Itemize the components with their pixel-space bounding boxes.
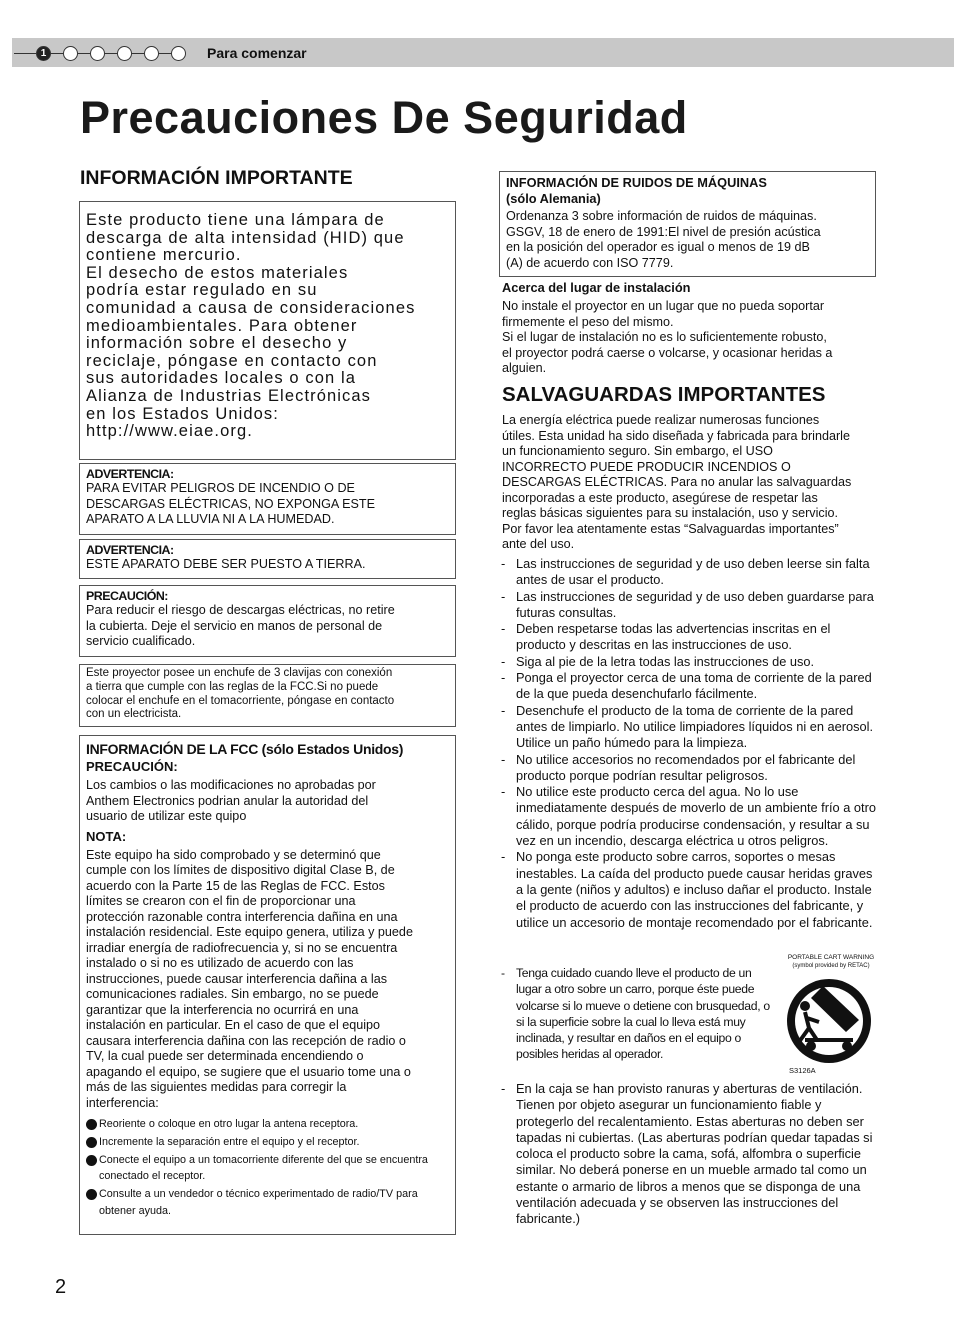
text-line: Este equipo ha sido comprobado y se determinó que <box>86 847 381 862</box>
text-line: Este producto tiene una lámpara de <box>86 211 385 229</box>
plug-text <box>86 667 455 722</box>
nota-text <box>86 848 455 1112</box>
warning-rain-box <box>79 463 456 535</box>
noise-heading: INFORMACIÓN DE RUIDOS DE MÁQUINAS <box>506 175 767 190</box>
text-line: ante del uso. <box>502 537 575 551</box>
safeguard-item: - Desenchufe el producto de la toma de corriente de la pared antes de limpiarlo. No utilice limpiadores líquidos ni en aerosol. Utilice un paño húmedo para la limpieza. <box>500 703 880 752</box>
safeguard-item: - No utilice este producto cerca del agua. No lo use inmediatamente después de moverlo de un ambiente frío a otro cálido, porque podría producirse condensación, y resultar a su vez en un incendio, descarga eléctrica u otros peligros. <box>500 784 880 849</box>
text-line: APARATO A LA LLUVIA NI A LA HUMEDAD. <box>86 512 335 526</box>
text-line: No instale el proyector en un lugar que no pueda soportar <box>502 299 825 313</box>
step-3-circle <box>90 46 105 61</box>
text-line: protección razonable contra interferencia dañina en una <box>86 909 398 924</box>
text-line: Por favor lea atentamente estas “Salvaguardas importantes” <box>502 521 839 536</box>
text-line: útiles. Esta unidad ha sido diseñada y fabricada para brindarle <box>502 428 850 443</box>
text-line: (A) de acuerdo con ISO 7779. <box>506 255 674 270</box>
tipping-cart-icon <box>783 976 879 1066</box>
cart-item-list <box>500 965 778 1063</box>
text-line: a tierra que cumple con las reglas de la FCC.Si no puede <box>86 680 379 693</box>
fcc-heading: INFORMACIÓN DE LA FCC (sólo Estados Unidos) <box>86 741 404 757</box>
important-info-heading: INFORMACIÓN IMPORTANTE <box>80 167 353 189</box>
list-item: - En la caja se han provisto ranuras y aberturas de ventilación. Tienen por objeto asegurar un funcionamiento fiable y protegerlo del recalentamiento. Estas aberturas no deben ser tapadas ni cubiertas. (Las aberturas podrían quedar tapadas si coloca el producto sobre la cama, sofá, alfombra o superficie similar. No deberá ponerse en un mueble armado tal como un estante o armario de libros a menos que se disponga de una ventilación adecuada y se observen las instrucciones del fabricante.) <box>500 1081 882 1228</box>
step-indicator <box>14 45 186 61</box>
text-line: Alianza de Industrias Electrónicas <box>86 386 372 405</box>
text-line: servicio cualificado. <box>86 634 196 648</box>
warning-ground-box <box>79 539 456 579</box>
text-line: contiene mercurio. <box>86 246 242 265</box>
plug-box <box>79 664 456 727</box>
text-line: límites se crearon con el fin de proporcionar una <box>86 894 356 908</box>
text-line: reciclaje, póngase en contacto con <box>86 351 378 370</box>
text-line: información sobre el desecho y <box>86 334 348 353</box>
text-line: instalado o si no es utilizado de acuerdo con las <box>86 956 354 970</box>
text-line: Los cambios o las modificaciones no aprobadas por <box>86 778 376 792</box>
text-line: causara interferencia dañina con las recepción de radio o <box>86 1033 406 1048</box>
text-line: medioambientales. Para obtener <box>86 316 358 335</box>
safeguard-item: - No ponga este producto sobre carros, soportes o mesas inestables. La caída del producto puede causar heridas graves a la gente (niños y adultos) e incluso dañar el producto. Instale el producto de acuerdo con las instrucciones del fabricante, y utilice un accesorio de montaje recomendado por el fabricante. <box>500 849 880 930</box>
text-line: Anthem Electronics podrian anular la autoridad del <box>86 793 369 808</box>
text-line: en los Estados Unidos: <box>86 404 279 423</box>
nota-label: NOTA: <box>86 828 127 844</box>
page-number: 2 <box>55 1276 67 1298</box>
text-line: irradiar energía de radiofrecuencia y, si no se encuentra <box>86 940 398 955</box>
safeguards-intro <box>502 413 882 553</box>
fcc-caution-text <box>86 778 455 825</box>
text-line: descarga de alta intensidad (HID) que <box>86 228 405 247</box>
lamp-mercury-text <box>86 212 455 441</box>
fcc-measure-item: Incremente la separación entre el equipo y el receptor. <box>86 1134 455 1151</box>
text-line: instalación en particular. En el caso de que el equipo <box>86 1018 381 1032</box>
warning-label: ADVERTENCIA: <box>86 467 174 481</box>
text-line: cumple con los límites de dispositivo digital Clase B, de <box>86 863 395 877</box>
install-section <box>502 280 882 377</box>
text-line: La energía eléctrica puede realizar numerosas funciones <box>502 413 820 427</box>
safeguard-item: - No utilice accesorios no recomendados por el fabricante del producto porque podrían resultar peligrosos. <box>500 752 880 785</box>
text-line: comunicaciones radiales. Sin embargo, no se puede <box>86 987 379 1001</box>
text-line: colocar el enchufe en el tomacorriente, póngase en contacto <box>86 694 395 707</box>
safeguard-item: - Las instrucciones de seguridad y de uso deben guardarse para futuras consultas. <box>500 589 880 622</box>
lamp-mercury-box <box>79 201 456 460</box>
warning-label: ADVERTENCIA: <box>86 543 174 557</box>
fcc-measure-item: Reoriente o coloque en otro lugar la antena receptora. <box>86 1116 455 1133</box>
text-line: reglas básicas siguientes para su instalación, uso y servicio. <box>502 506 839 520</box>
text-line: Este proyector posee un enchufe de 3 clavijas con conexión <box>86 667 393 679</box>
caution-box <box>79 585 456 657</box>
text-line: alguien. <box>502 361 547 375</box>
text-line: Ordenanza 3 sobre información de ruidos de máquinas. <box>506 209 817 223</box>
noise-box <box>499 171 876 277</box>
text-line: apagando el equipo, se sugiere que el usuario tome una o <box>86 1064 411 1079</box>
text-line: acuerdo con la Parte 15 de las Reglas de FCC. Estos <box>86 878 385 893</box>
text-line: un funcionamiento seguro. Sin embargo, el USO <box>502 444 773 458</box>
warning-rain-text <box>86 481 455 528</box>
safeguard-item: - Deben respetarse todas las advertencias inscritas en el producto y descritas en las instrucciones de uso. <box>500 621 880 654</box>
fcc-measure-item: Conecte el equipo a un tomacorriente diferente del que se encuentra conectado el receptor. <box>86 1152 455 1186</box>
noise-text <box>506 209 875 271</box>
step-2-circle <box>63 46 78 61</box>
step-5-circle <box>144 46 159 61</box>
cart-warning-sub: (symbol provided by RETAC) <box>792 963 870 969</box>
text-line: usuario de utilizar este quipo <box>86 809 247 823</box>
text-line: PARA EVITAR PELIGROS DE INCENDIO O DE <box>86 481 355 495</box>
page-title: Precauciones De Seguridad <box>80 92 688 143</box>
caution-text <box>86 603 455 650</box>
text-line: sus autoridades locales o con la <box>86 369 357 388</box>
text-line: interferencia: <box>86 1095 159 1110</box>
ventilation-list <box>500 1081 882 1228</box>
text-line: instrucciones, puede causar interferencia dañina a las <box>86 971 388 986</box>
text-line: con un electricista. <box>86 708 182 721</box>
step-4-circle <box>117 46 132 61</box>
fcc-box <box>79 735 456 1235</box>
fcc-measures-list <box>86 1116 455 1220</box>
safeguard-item: - Siga al pie de la letra todas las instrucciones de uso. <box>500 654 880 670</box>
text-line: la cubierta. Deje el servicio en manos de personal de <box>86 618 383 633</box>
text-line: Para reducir el riesgo de descargas eléctricas, no retire <box>86 603 395 617</box>
text-line: en la posición del operador es igual o menos de 19 dB <box>506 240 810 254</box>
text-line: instalación residencial. Este equipo genera, utiliza y puede <box>86 925 413 939</box>
list-item: - Tenga cuidado cuando lleve el producto de un lugar a otro sobre un carro, porque éste puede volcarse si lo mueve o detiene con brusquedad, o si la superficie sobre la cual lo lleva está muy inclinada, y resultar en daños en el equipo o posibles heridas al operador. <box>500 965 778 1063</box>
text-line: http://www.eiae.org. <box>86 422 253 441</box>
warning-ground-text: ESTE APARATO DEBE SER PUESTO A TIERRA. <box>86 557 366 571</box>
safeguard-item: - Ponga el proyector cerca de una toma de corriente de la pared de la que pueda desenchufarlo fácilmente. <box>500 670 880 703</box>
text-line: DESCARGAS ELÉCTRICAS, NO EXPONGA ESTE <box>86 496 376 511</box>
text-line: GSGV, 18 de enero de 1991:El nivel de presión acústica <box>506 224 821 239</box>
text-line: incorporadas a este producto, asegúrese de respetar las <box>502 490 818 505</box>
safeguards-heading: SALVAGUARDAS IMPORTANTES <box>502 383 826 406</box>
text-line: podría estar regulado en su <box>86 281 318 300</box>
cart-warning-title: PORTABLE CART WARNING <box>787 954 875 961</box>
text-line: garantizar que la interferencia no ocurrirá en una <box>86 1002 359 1017</box>
text-line: INCORRECTO PUEDE PRODUCIR INCENDIOS O <box>502 459 791 474</box>
text-line: El desecho de estos materiales <box>86 263 349 282</box>
caution-label: PRECAUCIÓN: <box>86 589 168 603</box>
text-line: comunidad a causa de consideraciones <box>86 298 416 317</box>
step-6-circle <box>171 46 186 61</box>
text-line: Si el lugar de instalación no es lo suficientemente robusto, <box>502 330 827 344</box>
text-line: DESCARGAS ELÉCTRICAS. Para no anular las salvaguardas <box>502 475 852 489</box>
section-name: Para comenzar <box>207 45 307 61</box>
cart-warning-figure <box>783 954 879 1079</box>
install-heading: Acerca del lugar de instalación <box>502 280 691 295</box>
safeguard-item: - Las instrucciones de seguridad y de uso deben leerse sin falta antes de usar el producto. <box>500 556 880 589</box>
cart-code: S3126A <box>789 1066 816 1075</box>
text-line: firmemente el peso del mismo. <box>502 314 674 329</box>
install-text <box>502 299 882 377</box>
text-line: TV, la cual puede ser determinada encendiendo o <box>86 1049 364 1063</box>
text-line: el proyector podrá caerse o volcarse, y ocasionar heridas a <box>502 345 833 360</box>
step-1-circle: 1 <box>36 46 51 61</box>
safeguards-list <box>500 556 880 931</box>
fcc-caution-label: PRECAUCIÓN: <box>86 759 178 774</box>
noise-sub: (sólo Alemania) <box>506 191 601 206</box>
fcc-measure-item: Consulte a un vendedor o técnico experimentado de radio/TV para obtener ayuda. <box>86 1186 455 1220</box>
text-line: más de las siguientes medidas para corregir la <box>86 1080 347 1094</box>
